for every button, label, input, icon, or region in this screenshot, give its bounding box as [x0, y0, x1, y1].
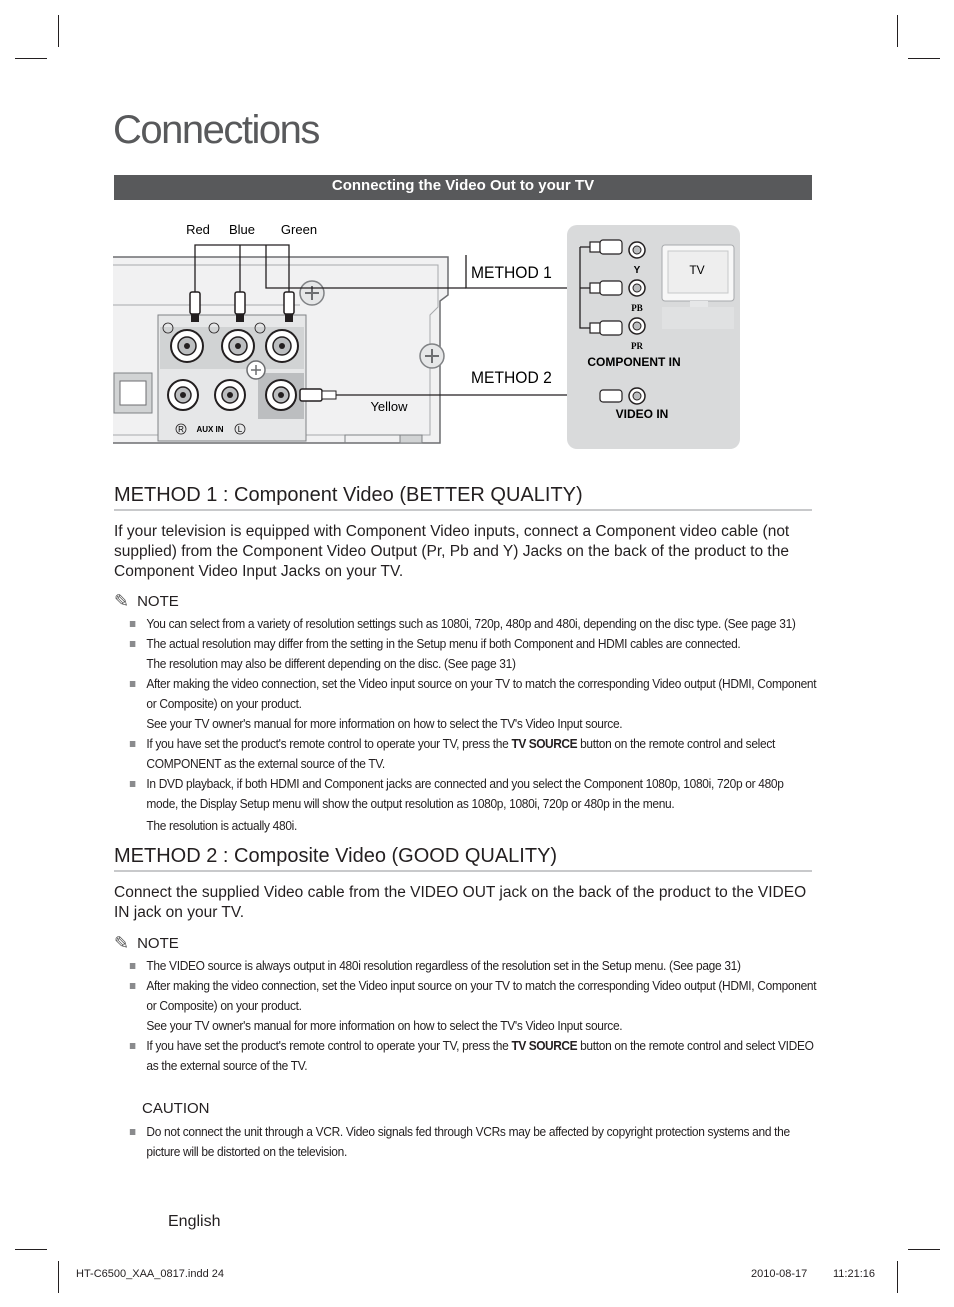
- list-item: If you have set the product's remote control to operate your TV, press the TV SOURCE button on the remote control and select VIDEO as the external source of the TV.: [128, 1036, 818, 1076]
- list-item: You can select from a variety of resolution settings such as 1080i, 720p, 480p and 480i, depending on the disc type. (See page 31): [128, 614, 818, 634]
- component-in-label: COMPONENT IN: [587, 355, 681, 369]
- crop-mark: [15, 58, 47, 59]
- cable-label-green: Green: [280, 222, 318, 237]
- list-item: After making the video connection, set the Video input source on your TV to match the corresponding Video output (HDMI, Component or Composite) on your product. See your TV owner's manual for more information on how to select the TV's Video Input source.: [128, 674, 818, 734]
- jack-pr-label: PR: [631, 341, 643, 351]
- slug-date: 2010-08-17: [751, 1268, 808, 1280]
- method2-paragraph: Connect the supplied Video cable from the VIDEO OUT jack on the back of the product to the VIDEO IN jack on your TV.: [114, 884, 807, 921]
- pencil-icon: ✎: [114, 933, 130, 953]
- crop-mark: [15, 1249, 47, 1250]
- caution-label: CAUTION: [142, 1100, 210, 1117]
- method1-paragraph: If your television is equipped with Component Video inputs, connect a Component video cable (not supplied) from the Component Video Output (Pr, Pb and Y) Jacks on the back of the product to the Component Video Input Jacks on your TV.: [114, 523, 790, 580]
- tv-label: TV: [689, 263, 705, 277]
- video-in-label: VIDEO IN: [615, 407, 669, 421]
- cable-label-yellow: Yellow: [370, 399, 408, 414]
- aux-r-label: R: [178, 425, 184, 434]
- method2-label: METHOD 2: [470, 368, 552, 388]
- connection-diagram: [0, 215, 954, 460]
- pencil-icon: ✎: [114, 591, 130, 611]
- note-label: NOTE: [137, 935, 179, 952]
- language-label: English: [168, 1213, 221, 1230]
- jack-y-label: Y: [633, 265, 641, 276]
- note-label: NOTE: [137, 593, 179, 610]
- list-item: The actual resolution may differ from the setting in the Setup menu if both Component and HDMI cables are connected. The resolution may also be different depending on the disc. (See page 31): [128, 634, 818, 674]
- page-title: Connections: [113, 108, 319, 152]
- list-item: After making the video connection, set the Video input source on your TV to match the corresponding Video output (HDMI, Component or Composite) on your product. See your TV owner's manual for more information on how to select the TV's Video Input source.: [128, 976, 818, 1036]
- crop-mark: [908, 58, 940, 59]
- section-header: Connecting the Video Out to your TV: [114, 175, 812, 200]
- aux-l-label: L: [237, 425, 243, 434]
- method2-heading: METHOD 2 : Composite Video (GOOD QUALITY): [114, 845, 812, 872]
- method1-note: [114, 591, 179, 612]
- slug-time: 11:21:16: [833, 1268, 876, 1280]
- list-item: In DVD playback, if both HDMI and Component jacks are connected and you select the Component 1080p, 1080i, 720p or 480p mode, the Display Setup menu will show the output resolution as 1080p, 1080i, 720p or 480p in the menu. The resolution is actually 480i.: [128, 774, 818, 836]
- crop-mark: [908, 1249, 940, 1250]
- crop-mark: [897, 15, 898, 47]
- tv-input-panel: [567, 225, 740, 449]
- list-item: If you have set the product's remote control to operate your TV, press the TV SOURCE button on the remote control and select COMPONENT as the external source of the TV.: [128, 734, 818, 774]
- cable-label-red: Red: [186, 222, 210, 237]
- crop-mark: [58, 15, 59, 47]
- list-item: The VIDEO source is always output in 480i resolution regardless of the resolution set in the Setup menu. (See page 31): [128, 956, 818, 976]
- method2-note-list: [128, 956, 818, 1076]
- crop-mark: [58, 1261, 59, 1293]
- method1-heading: METHOD 1 : Component Video (BETTER QUALITY): [114, 484, 812, 511]
- aux-in-label: AUX IN: [196, 425, 224, 434]
- method1-label: METHOD 1: [470, 263, 552, 283]
- caution-list: [128, 1122, 818, 1162]
- method1-note-list: [128, 614, 818, 836]
- crop-mark: [897, 1261, 898, 1293]
- list-item: Do not connect the unit through a VCR. Video signals fed through VCRs may be affected by copyright protection systems and the picture will be distorted on the television.: [128, 1122, 818, 1162]
- slug-file: HT-C6500_XAA_0817.indd 24: [76, 1268, 224, 1280]
- device-back-panel: [113, 257, 448, 443]
- jack-pb-label: PB: [631, 303, 643, 313]
- method2-note: [114, 933, 179, 954]
- cable-label-blue: Blue: [228, 222, 256, 237]
